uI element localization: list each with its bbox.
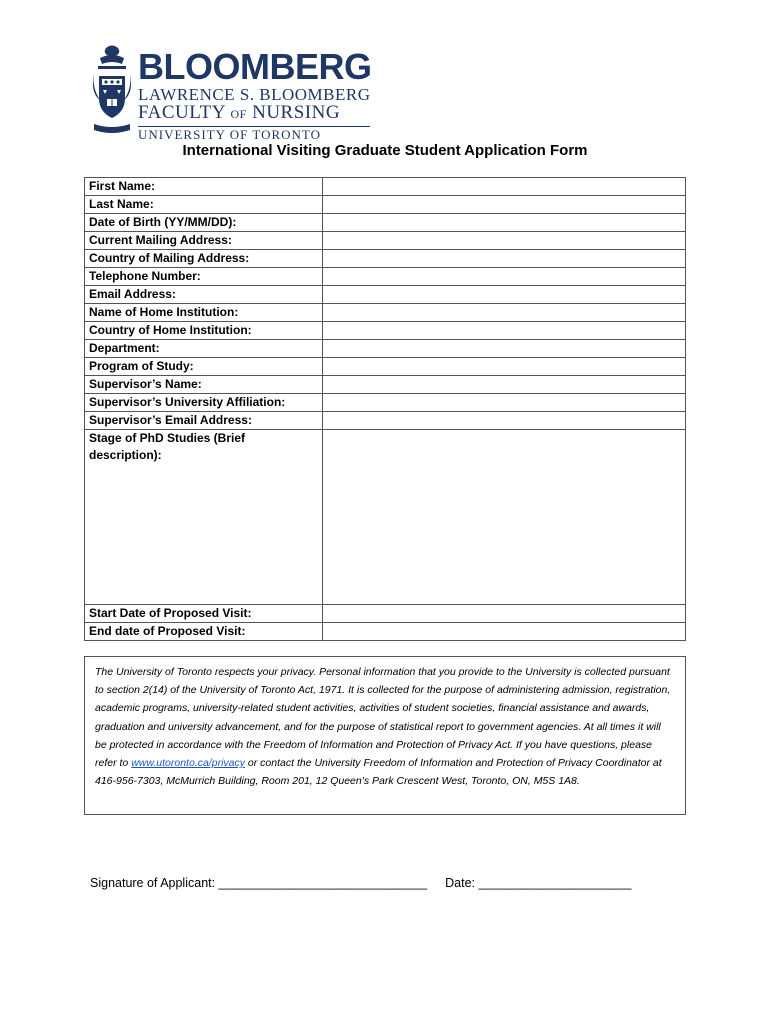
form-row: [85, 196, 686, 214]
field-label: Last Name:: [85, 196, 323, 214]
field-label: Email Address:: [85, 286, 323, 304]
form-row: [85, 250, 686, 268]
privacy-text-start: The University of Toronto respects your privacy. Personal information that you provide to the University is collected pursuant to section 2(14) of the University of Toronto Act, 1971. It is collected for the purpose of administering admission, registration, academic programs, university-related student activities, activities of student societies, financial assistance and awards, graduation and university advancement, and for the purpose of statistical report to government agencies. At all times it will be protected in accordance with the Freedom of Information and Protection of Privacy Act. If you have questions, please refer to: [95, 666, 671, 770]
field-label: End date of Proposed Visit:: [85, 623, 323, 641]
field-label: Country of Mailing Address:: [85, 250, 323, 268]
logo-line-university: UNIVERSITY OF TORONTO: [138, 127, 322, 142]
field-input[interactable]: [323, 232, 686, 250]
field-input[interactable]: [323, 412, 686, 430]
field-input[interactable]: [323, 304, 686, 322]
field-input[interactable]: [323, 250, 686, 268]
logo-wordmark: [138, 44, 378, 142]
field-input[interactable]: [323, 286, 686, 304]
signature-applicant-field[interactable]: Signature of Applicant: ______________________________: [90, 876, 428, 890]
signature-date-field[interactable]: Date: ______________________: [445, 876, 632, 890]
form-row: [85, 412, 686, 430]
field-input[interactable]: [323, 623, 686, 641]
application-form-table: [84, 177, 686, 641]
form-row: [85, 394, 686, 412]
field-label: First Name:: [85, 178, 323, 196]
form-row: [85, 623, 686, 641]
field-input[interactable]: [323, 178, 686, 196]
field-label: Current Mailing Address:: [85, 232, 323, 250]
university-crest-icon: [92, 44, 132, 138]
field-label: Name of Home Institution:: [85, 304, 323, 322]
form-row: [85, 605, 686, 623]
faculty-logo: [92, 44, 382, 140]
field-label: Stage of PhD Studies (Brief description):: [85, 430, 323, 605]
field-label: Program of Study:: [85, 358, 323, 376]
form-row: [85, 376, 686, 394]
privacy-text-end: or contact the University Freedom of Information and Protection of Privacy Coordinator at 416-956-7303, McMurrich Building, Room 201, 12 Queen’s Park Crescent West, Toronto, ON, M5S 1A8.: [95, 757, 662, 788]
form-row: [85, 214, 686, 232]
field-input[interactable]: [323, 268, 686, 286]
form-row: [85, 358, 686, 376]
field-input[interactable]: [323, 605, 686, 623]
field-input[interactable]: [323, 340, 686, 358]
logo-line-faculty: FACULTY OF NURSING: [138, 102, 341, 123]
field-input[interactable]: [323, 430, 686, 605]
form-row: [85, 232, 686, 250]
logo-line-name: LAWRENCE S. BLOOMBERG: [138, 85, 371, 104]
form-title: International Visiting Graduate Student Application Form: [182, 142, 588, 159]
form-row: [85, 304, 686, 322]
logo-main-text: BLOOMBERG: [138, 46, 372, 87]
field-input[interactable]: [323, 376, 686, 394]
field-input[interactable]: [323, 394, 686, 412]
field-input[interactable]: [323, 358, 686, 376]
privacy-notice: [84, 656, 686, 815]
signature-row: [90, 876, 690, 890]
field-label: Supervisor’s Name:: [85, 376, 323, 394]
field-label: Start Date of Proposed Visit:: [85, 605, 323, 623]
form-row: [85, 286, 686, 304]
field-input[interactable]: [323, 196, 686, 214]
form-row: [85, 430, 686, 605]
field-input[interactable]: [323, 322, 686, 340]
field-label: Supervisor’s Email Address:: [85, 412, 323, 430]
field-label: Supervisor’s University Affiliation:: [85, 394, 323, 412]
field-label: Country of Home Institution:: [85, 322, 323, 340]
field-label: Department:: [85, 340, 323, 358]
form-row: [85, 340, 686, 358]
form-row: [85, 178, 686, 196]
privacy-link[interactable]: www.utoronto.ca/privacy: [131, 757, 245, 770]
field-label: Date of Birth (YY/MM/DD):: [85, 214, 323, 232]
form-row: [85, 268, 686, 286]
field-label: Telephone Number:: [85, 268, 323, 286]
field-input[interactable]: [323, 214, 686, 232]
form-row: [85, 322, 686, 340]
